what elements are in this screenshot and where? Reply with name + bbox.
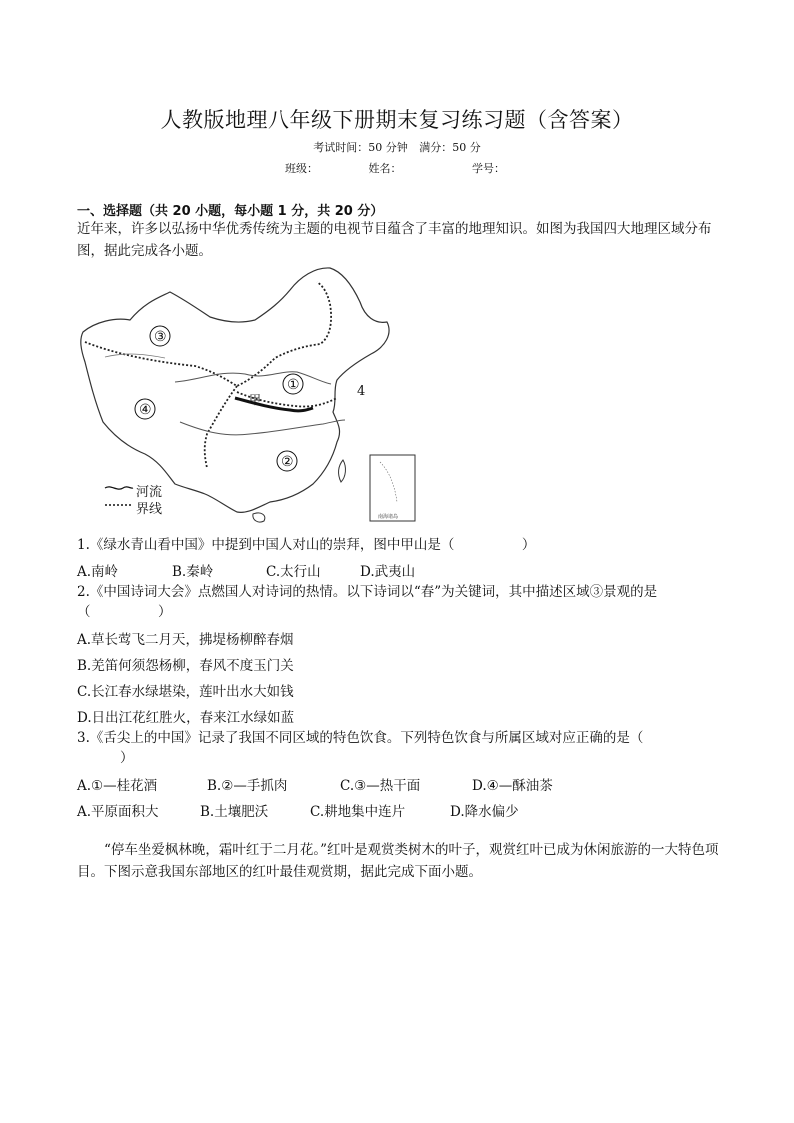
q2-stem-line1: 2.《中国诗词大会》点燃国人对诗词的热情。以下诗词以“春”为关键词，其中描述区域③景观的是 (77, 584, 658, 600)
name-label: 姓名： (368, 162, 402, 175)
hainan-island (253, 513, 265, 522)
region-label-2: ② (281, 454, 294, 470)
q3-option-a[interactable]: A.①—桂花酒 (77, 778, 158, 794)
qinling-mountain (235, 398, 313, 411)
full-score: 满分：50 分 (419, 141, 481, 154)
taiwan-island (339, 460, 346, 482)
legend-river-label: 河流 (136, 485, 163, 500)
region-border-north (85, 282, 331, 386)
map-side-number: 4 (357, 384, 366, 399)
inset-label: 南海诸岛 (378, 514, 399, 520)
id-label: 学号： (472, 162, 505, 175)
q2-option-a[interactable]: A.草长莺飞二月天，拂堤杨柳醉春烟 (77, 632, 294, 648)
q3-extra-option-d[interactable]: D.降水偏少 (450, 804, 519, 820)
region-label-1: ① (287, 377, 300, 393)
passage-red-leaves: “停车坐爱枫林晚，霜叶红于二月花。”红叶是观赏类树木的叶子，观赏红叶已成为休闲旅游的一大特色项目。下图示意我国东部地区的红叶最佳观赏期，据此完成下面小题。 (77, 842, 719, 880)
region-label-3: ③ (154, 329, 167, 345)
q3-option-c[interactable]: C.③—热干面 (340, 778, 421, 794)
q1-option-b[interactable]: B.秦岭 (172, 564, 214, 580)
region-label-4: ④ (139, 402, 152, 418)
page-title: 人教版地理八年级下册期末复习练习题（含答案） (160, 108, 634, 132)
south-china-sea-inset (370, 455, 415, 521)
class-label: 班级： (285, 162, 318, 175)
q3-extra-option-b[interactable]: B.土壤肥沃 (200, 804, 269, 820)
section-heading: 一、选择题（共 20 小题，每小题 1 分，共 20 分） (77, 204, 384, 219)
mountain-label-jia: 甲 (249, 393, 262, 407)
yellow-river (175, 372, 331, 384)
q3-option-b[interactable]: B.②—手抓肉 (207, 778, 288, 794)
legend-river-icon (105, 487, 133, 489)
q2-option-d[interactable]: D.日出江花红胜火，春来江水绿如蓝 (77, 710, 295, 726)
q3-extra-option-a[interactable]: A.平原面积大 (77, 804, 159, 820)
exam-time: 考试时间：50 分钟 (313, 141, 408, 154)
q3-stem-line1: 3.《舌尖上的中国》记录了我国不同区域的特色饮食。下列特色饮食与所属区域对应正确的是（ (77, 730, 644, 746)
region-border-west (205, 386, 237, 468)
q1-option-a[interactable]: A.南岭 (77, 564, 119, 580)
q3-option-d[interactable]: D.④—酥油茶 (472, 778, 553, 794)
exam-info (0, 139, 794, 155)
yangtze-river (180, 420, 345, 435)
section-intro: 近年来，许多以弘扬中华优秀传统为主题的电视节目蕴含了丰富的地理知识。如图为我国四大地理区域分布图，据此完成各小题。 (77, 221, 712, 259)
legend-border-label: 界线 (136, 502, 163, 517)
q3-extra-option-c[interactable]: C.耕地集中连片 (310, 804, 406, 820)
q2-option-b[interactable]: B.羌笛何须怨杨柳，春风不度玉门关 (77, 658, 294, 674)
q1-option-d[interactable]: D.武夷山 (360, 564, 416, 580)
china-region-map (75, 262, 425, 527)
q1-option-c[interactable]: C.太行山 (266, 564, 321, 580)
q3-stem-line2: ） (120, 750, 134, 766)
q1-stem: 1.《绿水青山看中国》中提到中国人对山的崇拜，图中甲山是（ ） (77, 537, 536, 553)
q2-option-c[interactable]: C.长江春水绿堪染，莲叶出水大如钱 (77, 684, 294, 700)
student-info (285, 160, 505, 176)
q2-stem-line2: （ ） (77, 604, 172, 620)
